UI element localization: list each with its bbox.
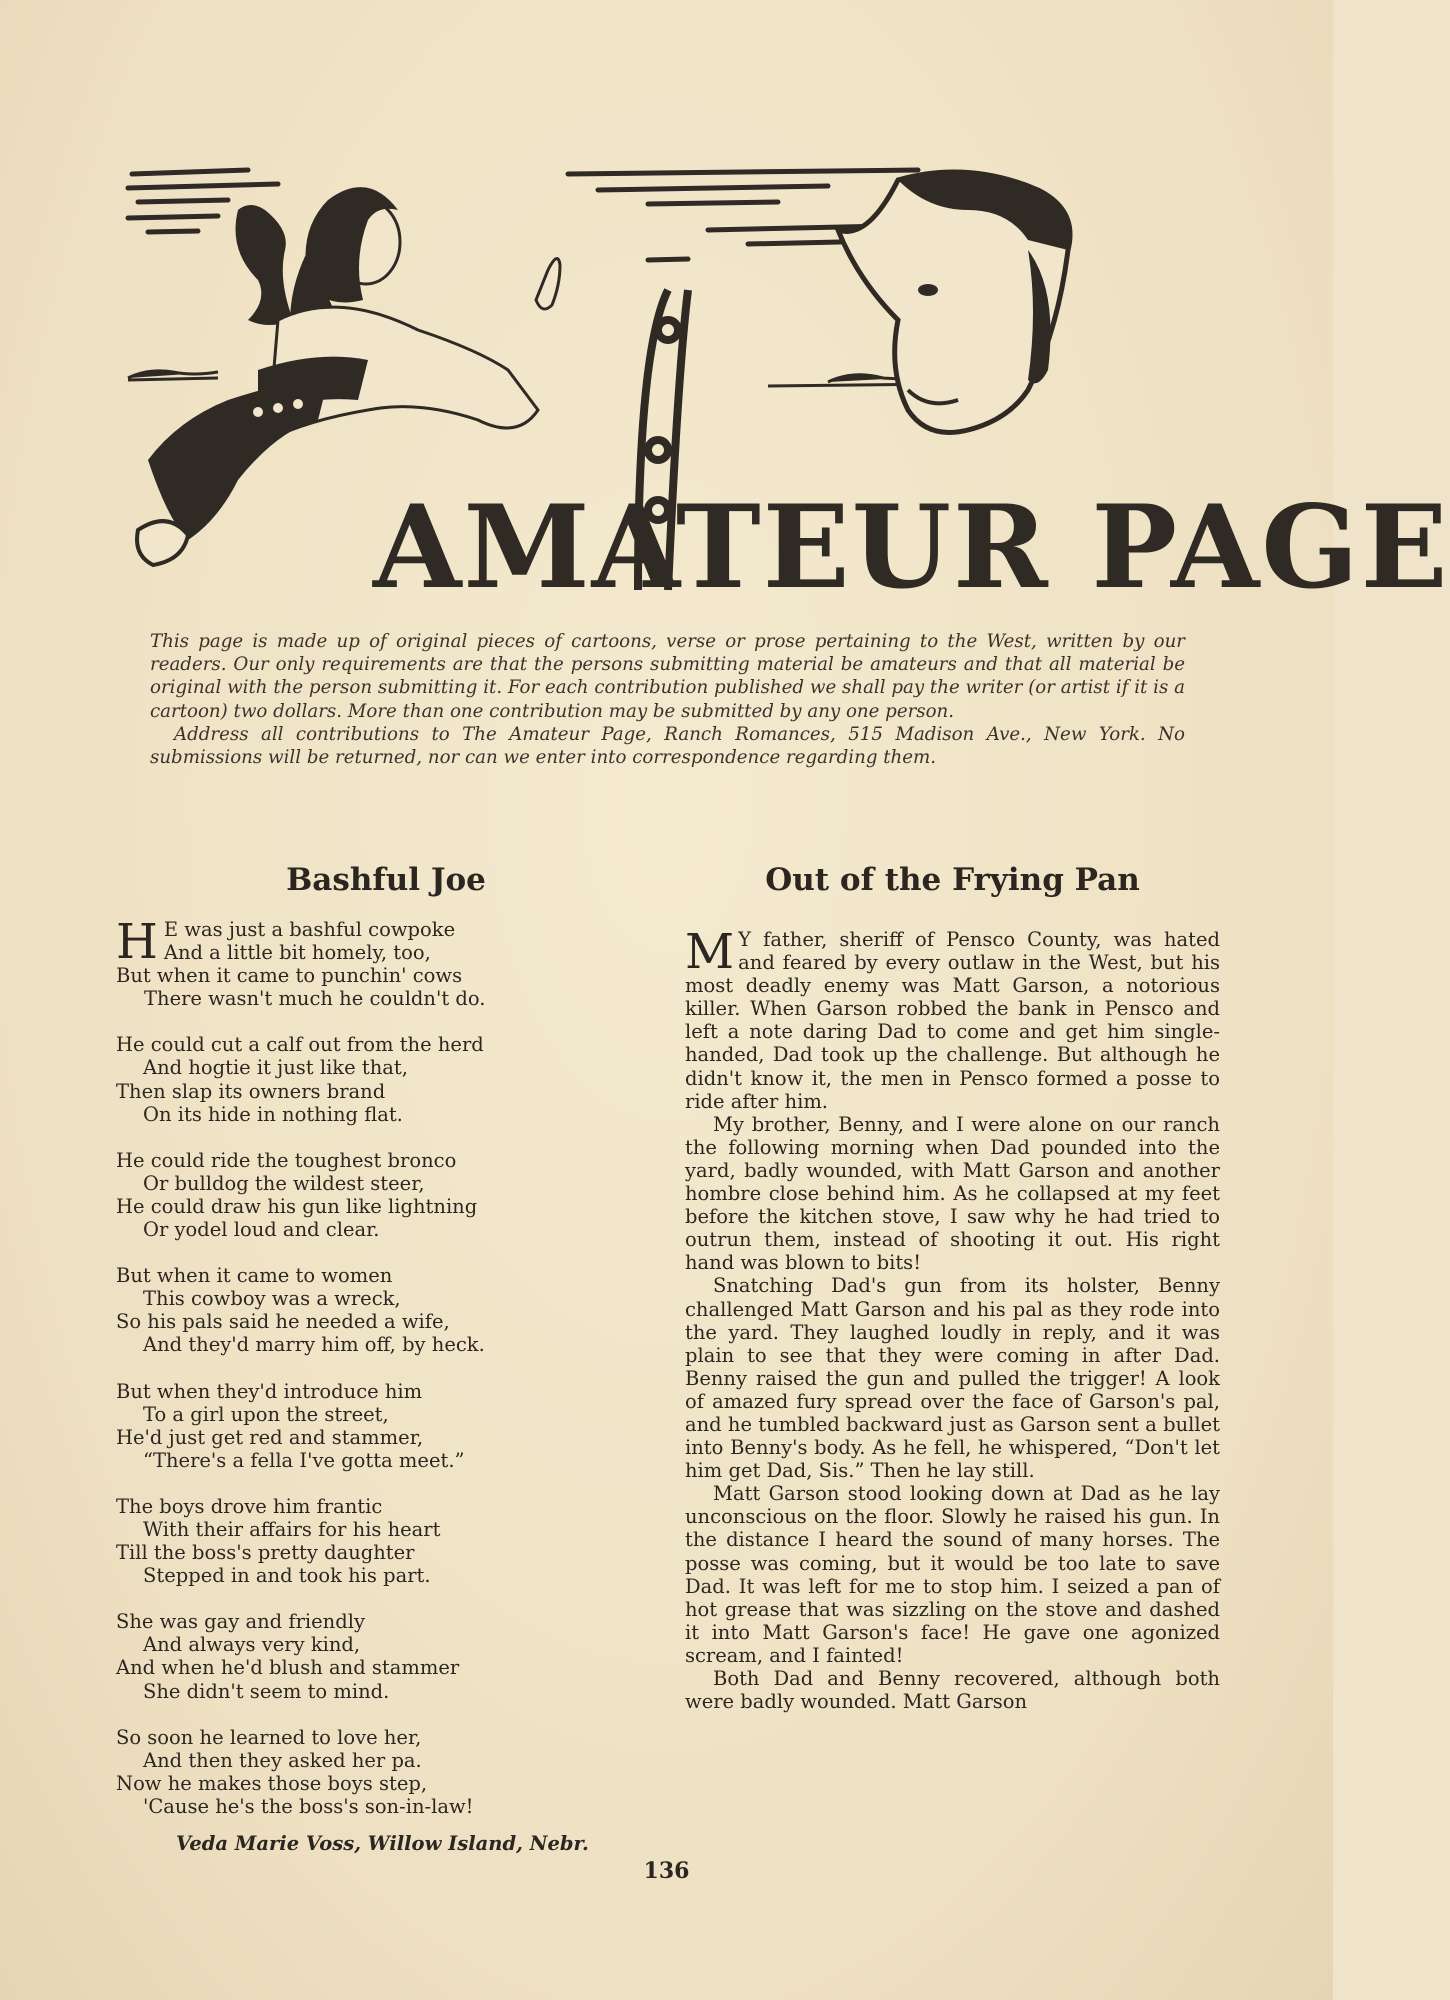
amateur-page-banner (128, 160, 1450, 620)
poem-title: Bashful Joe (286, 862, 486, 898)
poem (116, 914, 656, 1841)
story-paragraph: Snatching Dad's gun from its holster, Benny challenged Matt Garson and his pal as they rode into the yard. They laughed loudly in reply, and it was plain to see that they were coming in after Dad. Benny raised the gun and pulled the trigger! A look of amazed fury spread over the face of Garson's pal, and he tumbled backward just as Garson sent a bullet into Benny's body. As he fell, he whispered, “Don't let him get Dad, Sis.” Then he lay still. (685, 1274, 1220, 1483)
poem-line: He'd just get red and stammer, (116, 1425, 424, 1449)
intro-address-paragraph: Address all contributions to The Amateur Page, Ranch Romances, 515 Madison Ave., New York. No submissions will be returned, nor can we enter into correspondence regarding them. (150, 723, 1185, 769)
story-paragraph (685, 924, 1220, 1113)
poem-line: She didn't seem to mind. (143, 1679, 390, 1703)
poem-line: “There's a fella I've gotta meet.” (143, 1448, 465, 1472)
page-title: AMATEUR PAGE (373, 480, 1450, 614)
poem-line: Or yodel loud and clear. (143, 1218, 380, 1242)
poem-stanza (116, 1149, 656, 1241)
poem-line: But when it came to punchin' cows (116, 964, 463, 988)
poem-stanza (116, 1264, 656, 1356)
poem-line: And a little bit homely, too, (163, 941, 431, 965)
poem-line: And they'd marry him off, by heck. (143, 1333, 485, 1357)
story-paragraph: Both Dad and Benny recovered, although both were badly wounded. Matt Garson (685, 1667, 1220, 1714)
story-title: Out of the Frying Pan (765, 862, 1140, 898)
poem-line: Now he makes those boys step, (116, 1771, 428, 1795)
poem-line: On its hide in nothing flat. (143, 1102, 403, 1126)
poem-line: And hogtie it just like that, (143, 1056, 408, 1080)
poem-line: But when they'd introduce him (116, 1379, 423, 1403)
poem-line: So soon he learned to love her, (116, 1725, 422, 1749)
poem-line: 'Cause he's the boss's son-in-law! (143, 1794, 474, 1818)
poem-line: She was gay and friendly (116, 1610, 365, 1634)
hat-icon (236, 205, 294, 325)
poem-line: This cowboy was a wreck, (143, 1287, 401, 1311)
poem-stanza (116, 1610, 656, 1702)
poem-line: Stepped in and took his part. (143, 1564, 431, 1588)
poem-stanza (116, 1726, 656, 1818)
story (685, 924, 1220, 1714)
poem-line: To a girl upon the street, (143, 1402, 389, 1426)
poem-line: So his pals said he needed a wife, (116, 1310, 450, 1334)
poem-line: He could cut a calf out from the herd (116, 1033, 484, 1057)
story-paragraph: Matt Garson stood looking down at Dad as he lay unconscious on the floor. Slowly he raised his gun. In the distance I heard the sound of many horses. The posse was coming, but it would be too late to save Dad. It was left for me to stop him. I seized a pan of hot grease that was sizzling on the stove and dashed it into Matt Garson's face! He gave one agonized scream, and I fainted! (685, 1482, 1220, 1667)
poem-stanza (116, 1380, 656, 1472)
poem-line: There wasn't much he couldn't do. (144, 987, 486, 1011)
poem-line: The boys drove him frantic (116, 1494, 383, 1518)
story-paragraph-text: Y father, sheriff of Pensco County, was hated and feared by every outlaw in the West, but his most deadly enemy was Matt Garson, a notorious killer. When Garson robbed the bank in Pensco and left a note daring Dad to come and get him single-handed, Dad took up the challenge. But although he didn't know it, the men in Pensco formed a posse to ride after him. (685, 928, 1220, 1113)
poem-line: He could draw his gun like lightning (116, 1194, 478, 1218)
poem-line: Then slap its owners brand (116, 1079, 386, 1103)
page-number: 136 (643, 1858, 690, 1884)
intro-paragraph: This page is made up of original pieces of cartoons, verse or prose pertaining to the West, written by our readers. Our only requirements are that the persons submitting material be amateurs and that all material be original with the person submitting it. For each contribution published we shall pay the writer (or artist if it is a cartoon) two dollars. More than one contribution may be submitted by any one person. (150, 631, 1185, 722)
poem-line: E was just a bashful cowpoke (163, 918, 456, 941)
intro-text (150, 630, 1185, 769)
poem-line: And then they asked her pa. (143, 1748, 422, 1772)
poem-line: And always very kind, (143, 1633, 361, 1657)
poem-line: With their affairs for his heart (143, 1517, 441, 1541)
poem-line: Or bulldog the wildest steer, (143, 1171, 425, 1195)
poem-dropcap: H (116, 914, 158, 970)
poem-signature: Veda Marie Voss, Willow Island, Nebr. (176, 1832, 589, 1855)
poem-stanza (116, 1033, 656, 1125)
poem-line: And when he'd blush and stammer (116, 1656, 460, 1680)
poem-stanza (116, 914, 656, 1011)
poem-line: He could ride the toughest bronco (116, 1148, 457, 1172)
story-paragraph: My brother, Benny, and I were alone on our ranch the following morning when Dad pounded into the yard, badly wounded, with Matt Garson and another hombre close behind him. As he collapsed at my feet before the kitchen stove, I saw why he had tried to outrun them, instead of shooting it out. His right hand was blown to bits! (685, 1112, 1220, 1275)
story-dropcap: M (685, 924, 735, 980)
poem-line: Till the boss's pretty daughter (116, 1541, 415, 1565)
poem-line: But when it came to women (116, 1264, 393, 1288)
poem-stanza (116, 1495, 656, 1587)
